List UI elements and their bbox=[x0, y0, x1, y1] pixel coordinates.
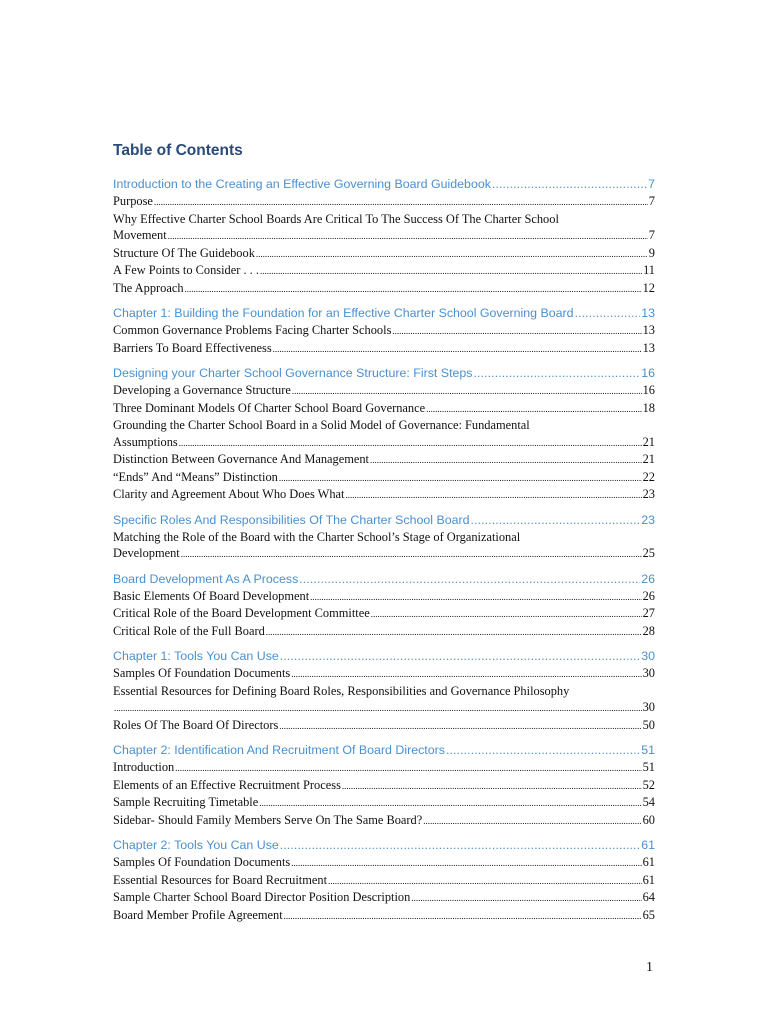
toc-section-heading[interactable] bbox=[113, 512, 655, 529]
toc-entry[interactable] bbox=[113, 434, 655, 452]
section-title: Specific Roles And Responsibilities Of The Charter School Board bbox=[113, 512, 470, 527]
entry-page: 11 bbox=[643, 263, 655, 277]
leader-dots bbox=[280, 648, 640, 665]
toc-entry[interactable] bbox=[113, 227, 655, 245]
toc-entry[interactable] bbox=[113, 322, 655, 340]
leader-dots bbox=[411, 890, 641, 907]
leader-dots bbox=[492, 176, 647, 193]
entry-page: 21 bbox=[642, 452, 655, 466]
section-page: 23 bbox=[641, 512, 655, 527]
entry-page: 26 bbox=[642, 588, 655, 603]
toc-entry[interactable] bbox=[113, 280, 655, 298]
section-page: 30 bbox=[641, 649, 655, 663]
entry-page: 50 bbox=[642, 717, 655, 732]
entry-title: A Few Points to Consider . . . bbox=[113, 263, 259, 277]
entry-title: Board Member Profile Agreement bbox=[113, 907, 283, 922]
leader-dots bbox=[370, 452, 642, 469]
page-title: Table of Contents bbox=[113, 142, 243, 159]
entry-title: Sample Recruiting Timetable bbox=[113, 795, 259, 809]
entry-page: 13 bbox=[642, 323, 655, 337]
entry-title: Three Dominant Models Of Charter School Board Governance bbox=[113, 400, 426, 415]
leader-dots bbox=[260, 263, 642, 280]
page-number: 1 bbox=[646, 960, 653, 975]
leader-dots bbox=[426, 401, 642, 418]
toc-section-heading[interactable] bbox=[113, 571, 655, 588]
toc-entry[interactable] bbox=[113, 699, 655, 717]
leader-dots bbox=[575, 305, 641, 322]
leader-dots bbox=[266, 624, 642, 641]
leader-dots bbox=[291, 666, 641, 683]
toc-entry[interactable] bbox=[113, 193, 655, 211]
entry-title: Elements of an Effective Recruitment Process bbox=[113, 777, 341, 792]
toc-entry[interactable] bbox=[113, 545, 655, 563]
leader-dots bbox=[342, 778, 642, 795]
section-page: 51 bbox=[641, 743, 655, 757]
toc-section-heading[interactable] bbox=[113, 305, 655, 322]
leader-dots bbox=[259, 795, 641, 812]
leader-dots bbox=[284, 908, 642, 925]
toc-entry[interactable] bbox=[113, 623, 655, 641]
entry-title-continued: Development bbox=[113, 546, 180, 560]
entry-title: Developing a Governance Structure bbox=[113, 383, 291, 397]
entry-title: “Ends” And “Means” Distinction bbox=[113, 469, 278, 484]
leader-dots bbox=[328, 873, 642, 890]
entry-title: Sample Charter School Board Director Position Description bbox=[113, 890, 411, 904]
toc-entry[interactable] bbox=[113, 794, 655, 812]
entry-title: Barriers To Board Effectiveness bbox=[113, 340, 272, 355]
toc-entry[interactable] bbox=[113, 451, 655, 469]
entry-page: 12 bbox=[642, 280, 655, 295]
entry-title: Samples Of Foundation Documents bbox=[113, 666, 291, 680]
entry-title: Common Governance Problems Facing Charter Schools bbox=[113, 323, 392, 337]
leader-dots bbox=[279, 470, 642, 487]
section-page: 16 bbox=[641, 366, 655, 380]
section-title: Chapter 1: Tools You Can Use bbox=[113, 649, 279, 663]
leader-dots bbox=[423, 813, 641, 830]
leader-dots bbox=[114, 700, 642, 717]
entry-page: 27 bbox=[642, 606, 655, 620]
entry-page: 64 bbox=[642, 890, 655, 904]
entry-title: Essential Resources for Board Recruitment bbox=[113, 872, 328, 887]
leader-dots bbox=[446, 742, 640, 759]
leader-dots bbox=[310, 589, 641, 606]
entry-page: 7 bbox=[648, 194, 655, 208]
toc-entry[interactable] bbox=[113, 262, 655, 280]
toc-entry-line[interactable]: Essential Resources for Defining Board Roles, Responsibilities and Governance Philosophy bbox=[113, 683, 570, 698]
entry-page: 51 bbox=[642, 760, 655, 774]
toc-entry[interactable] bbox=[113, 907, 655, 925]
leader-dots bbox=[181, 546, 642, 563]
table-of-contents bbox=[113, 176, 655, 924]
entry-page: 9 bbox=[648, 245, 655, 260]
toc-entry[interactable] bbox=[113, 400, 655, 418]
toc-entry[interactable] bbox=[113, 382, 655, 400]
toc-section-heading[interactable] bbox=[113, 365, 655, 382]
entry-page: 30 bbox=[642, 700, 655, 714]
entry-page: 18 bbox=[642, 400, 655, 415]
entry-page: 23 bbox=[642, 487, 655, 501]
leader-dots bbox=[292, 383, 642, 400]
entry-page: 61 bbox=[642, 855, 655, 869]
entry-page: 13 bbox=[642, 340, 655, 355]
toc-entry[interactable] bbox=[113, 486, 655, 504]
leader-dots bbox=[474, 365, 641, 382]
section-page: 7 bbox=[648, 177, 655, 191]
section-page: 13 bbox=[641, 306, 655, 320]
entry-page: 60 bbox=[642, 812, 655, 827]
entry-page: 52 bbox=[642, 777, 655, 792]
toc-entry[interactable] bbox=[113, 889, 655, 907]
leader-dots bbox=[154, 194, 648, 211]
toc-entry-line[interactable]: Grounding the Charter School Board in a Solid Model of Governance: Fundamental bbox=[113, 418, 530, 432]
toc-entry[interactable] bbox=[113, 854, 655, 872]
toc-section-heading[interactable] bbox=[113, 176, 655, 193]
toc-section-heading[interactable] bbox=[113, 648, 655, 665]
entry-title: Distinction Between Governance And Management bbox=[113, 452, 369, 466]
leader-dots bbox=[168, 228, 648, 245]
toc-entry[interactable] bbox=[113, 605, 655, 623]
leader-dots bbox=[371, 606, 642, 623]
entry-page: 28 bbox=[642, 623, 655, 638]
section-title: Chapter 2: Tools You Can Use bbox=[113, 838, 279, 852]
leader-dots bbox=[279, 718, 641, 735]
entry-title-continued: Movement bbox=[113, 228, 167, 242]
leader-dots bbox=[345, 487, 641, 504]
entry-page: 30 bbox=[642, 666, 655, 680]
entry-page: 7 bbox=[648, 228, 655, 242]
leader-dots bbox=[256, 246, 648, 263]
section-title: Designing your Charter School Governance Structure: First Steps bbox=[113, 366, 473, 380]
toc-section-heading[interactable] bbox=[113, 742, 655, 759]
leader-dots bbox=[299, 571, 640, 588]
entry-title: Basic Elements Of Board Development bbox=[113, 588, 310, 603]
toc-entry[interactable] bbox=[113, 812, 655, 830]
leader-dots bbox=[179, 435, 642, 452]
section-page: 26 bbox=[641, 571, 655, 586]
section-page: 61 bbox=[641, 838, 655, 852]
section-title: Chapter 1: Building the Foundation for an Effective Charter School Governing Board bbox=[113, 306, 574, 320]
toc-entry[interactable] bbox=[113, 777, 655, 795]
leader-dots bbox=[185, 281, 642, 298]
entry-page: 22 bbox=[642, 469, 655, 484]
leader-dots bbox=[280, 837, 640, 854]
section-title: Chapter 2: Identification And Recruitment Of Board Directors bbox=[113, 743, 445, 757]
leader-dots bbox=[291, 855, 641, 872]
toc-entry[interactable] bbox=[113, 872, 655, 890]
entry-page: 16 bbox=[642, 383, 655, 397]
toc-entry[interactable] bbox=[113, 759, 655, 777]
entry-page: 65 bbox=[642, 907, 655, 922]
toc-entry-line[interactable]: Matching the Role of the Board with the Charter School’s Stage of Organizational bbox=[113, 529, 521, 544]
section-title: Board Development As A Process bbox=[113, 571, 299, 586]
entry-page: 54 bbox=[642, 795, 655, 809]
leader-dots bbox=[392, 323, 641, 340]
entry-title-continued: Assumptions bbox=[113, 434, 178, 449]
entry-title: Clarity and Agreement About Who Does What bbox=[113, 487, 345, 501]
toc-entry[interactable] bbox=[113, 665, 655, 683]
toc-entry-line[interactable]: Why Effective Charter School Boards Are Critical To The Success Of The Charter School bbox=[113, 211, 559, 226]
entry-page: 61 bbox=[642, 872, 655, 887]
entry-title: Roles Of The Board Of Directors bbox=[113, 717, 279, 732]
entry-title: Introduction bbox=[113, 760, 175, 774]
leader-dots bbox=[471, 512, 641, 529]
entry-title: Purpose bbox=[113, 194, 153, 208]
entry-title: Structure Of The Guidebook bbox=[113, 245, 255, 260]
entry-title: Sidebar- Should Family Members Serve On The Same Board? bbox=[113, 812, 423, 827]
leader-dots bbox=[175, 760, 641, 777]
entry-page: 25 bbox=[642, 546, 655, 560]
entry-title: Critical Role of the Full Board bbox=[113, 623, 265, 638]
toc-section-heading[interactable] bbox=[113, 837, 655, 854]
entry-title: Critical Role of the Board Development Committee bbox=[113, 606, 370, 620]
entry-page: 21 bbox=[642, 434, 655, 449]
toc-entry[interactable] bbox=[113, 245, 655, 263]
toc-entry[interactable] bbox=[113, 340, 655, 358]
toc-entry[interactable] bbox=[113, 469, 655, 487]
entry-title: The Approach bbox=[113, 280, 184, 295]
section-title: Introduction to the Creating an Effective Governing Board Guidebook bbox=[113, 177, 491, 191]
entry-title: Samples Of Foundation Documents bbox=[113, 855, 291, 869]
toc-entry[interactable] bbox=[113, 588, 655, 606]
toc-entry[interactable] bbox=[113, 717, 655, 735]
leader-dots bbox=[273, 341, 642, 358]
